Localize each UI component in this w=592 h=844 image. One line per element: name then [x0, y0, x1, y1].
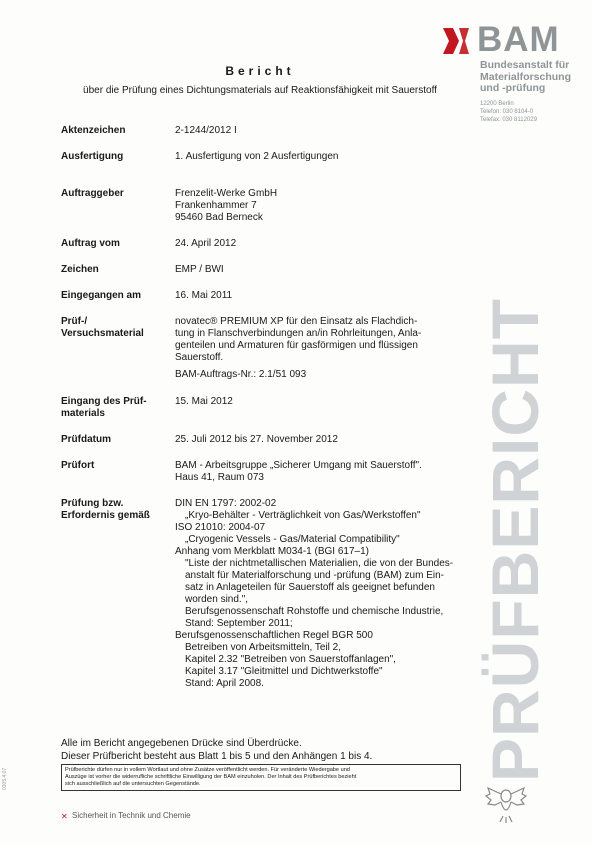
- label-auftrag-vom: Auftrag vom: [61, 238, 120, 249]
- bam-logo-text: BAM: [477, 20, 560, 59]
- value-eingegangen: 16. Mai 2011: [175, 290, 233, 301]
- value-auftrag-vom: 24. April 2012: [175, 238, 237, 249]
- erfordernis-line: satz in Anlageteilen für Sauerstoff als geeignet befunden: [185, 582, 435, 593]
- value-pruefort: BAM - Arbeitsgruppe „Sicherer Umgang mit Sauerstoff". Haus 41, Raum 073: [175, 460, 422, 483]
- erfordernis-line: Anhang vom Merkblatt M034-1 (BGI 617–1): [175, 546, 369, 557]
- value-eingang-material: 15. Mai 2012: [175, 396, 233, 407]
- label-zeichen: Zeichen: [61, 264, 99, 275]
- label-auftraggeber: Auftraggeber: [61, 188, 124, 199]
- label-eingegangen: Eingegangen am: [61, 290, 142, 301]
- erfordernis-line: „Cryogenic Vessels - Gas/Material Compatibility": [185, 534, 400, 545]
- bam-logo-icon: [443, 28, 469, 54]
- form-code: 0305.4.07: [2, 767, 8, 790]
- report-title: Bericht: [225, 64, 295, 78]
- pruefbericht-vertical-label: PRÜFBERICHT: [478, 298, 552, 782]
- value-zeichen: EMP / BWI: [175, 264, 224, 275]
- value-ausfertigung: 1. Ausfertigung von 2 Ausfertigungen: [175, 151, 339, 162]
- label-versuchsmaterial: Prüf-/ Versuchsmaterial: [61, 316, 144, 339]
- erfordernis-line: Stand: April 2008.: [185, 678, 264, 689]
- bam-order-number: BAM-Auftrags-Nr.: 2.1/51 093: [175, 369, 307, 380]
- erfordernis-line: DIN EN 1797: 2002-02: [175, 498, 277, 509]
- contact-info: 12200 Berlin Telefon: 030 8104-0 Telefax: 030 8112029: [480, 101, 537, 123]
- label-eingang-material: Eingang des Prüf- materials: [61, 396, 147, 419]
- tagline: Sicherheit in Technik und Chemie: [72, 811, 191, 820]
- erfordernis-line: Berufsgenossenschaftlichen Regel BGR 500: [175, 630, 373, 641]
- value-erfordernis: [175, 498, 465, 690]
- federal-eagle-icon: [482, 778, 530, 826]
- erfordernis-line: worden sind.",: [185, 594, 249, 605]
- tagline-x-icon: ✕: [61, 812, 68, 821]
- institution-name: Bundesanstalt für Materialforschung und -prüfung: [480, 59, 572, 94]
- erfordernis-line: Berufsgenossenschaft Rohstoffe und chemische Industrie,: [185, 606, 444, 617]
- report-subtitle: über die Prüfung eines Dichtungsmaterials auf Reaktionsfähigkeit mit Sauerstoff: [83, 85, 437, 96]
- value-versuchsmaterial: novatec® PREMIUM XP für den Einsatz als Flachdich- tung in Flanschverbindungen an/in Rohrleitungen, Anla- genteilen und Armaturen für gasförmigen und flüssigen Sauerstoff. BAM-Auftrags-Nr.: 2.1/51 093: [175, 316, 465, 381]
- value-aktenzeichen: 2-1244/2012 I: [175, 125, 237, 136]
- erfordernis-line: Kapitel 3.17 "Gleitmittel und Dichtwerkstoffe": [185, 666, 383, 677]
- erfordernis-line: Betreiben von Arbeitsmitteln, Teil 2,: [185, 642, 342, 653]
- label-aktenzeichen: Aktenzeichen: [61, 125, 126, 136]
- label-ausfertigung: Ausfertigung: [61, 151, 124, 162]
- erfordernis-line: anstalt für Materialforschung und -prüfung (BAM) zum Ein-: [185, 570, 444, 581]
- label-pruefdatum: Prüfdatum: [61, 434, 111, 445]
- label-pruefort: Prüfort: [61, 460, 95, 471]
- legal-notice: Prüfberichte dürfen nur in vollem Wortlaut und ohne Zusätze veröffentlicht werden. Für veränderte Wiedergabe und Auszüge ist vorher die widerrufliche schriftliche Einwilligung der BAM einzuholen. Der Inhalt des Prüfberichtes bezieht sich ausschließlich auf die untersuchten Gegenstände.: [61, 764, 461, 791]
- erfordernis-line: Kapitel 2.32 "Betreiben von Sauerstoffanlagen",: [185, 654, 396, 665]
- erfordernis-line: ISO 21010: 2004-07: [175, 522, 266, 533]
- value-auftraggeber: Frenzelit-Werke GmbH Frankenhammer 7 95460 Bad Berneck: [175, 188, 278, 223]
- pages-note: Dieser Prüfbericht besteht aus Blatt 1 bis 5 und den Anhängen 1 bis 4.: [61, 751, 373, 762]
- pressure-note: Alle im Bericht angegebenen Drücke sind Überdrücke.: [61, 738, 302, 749]
- erfordernis-line: Stand: September 2011;: [185, 618, 293, 629]
- value-pruefdatum: 25. Juli 2012 bis 27. November 2012: [175, 434, 338, 445]
- label-erfordernis: Prüfung bzw. Erfordernis gemäß: [61, 498, 150, 521]
- erfordernis-line: „Kryo-Behälter - Verträglichkeit von Gas/Werkstoffen": [185, 510, 421, 521]
- erfordernis-line: "Liste der nichtmetallischen Materialien, die von der Bundes-: [185, 558, 454, 569]
